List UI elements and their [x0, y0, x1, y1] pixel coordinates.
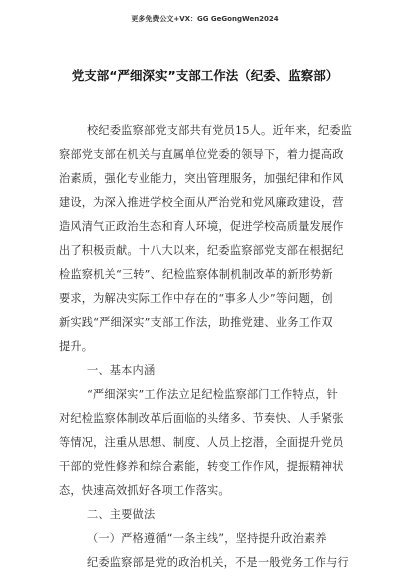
paragraph-line: 治素质，强化专业能力，突出管理服务，加强纪律和作风: [59, 172, 344, 185]
paragraph-line: 建设，为深入推进学校全面从严治党和党风廉政建设，营: [59, 196, 344, 209]
paragraph-line: 造风清气正政治生态和育人环境，促进学校高质量发展作: [59, 220, 344, 233]
paragraph-line: 纪委监察部是党的政治机关，不是一般党务工作与行: [87, 556, 349, 569]
paragraph-line: “严细深实”工作法立足纪检监察部门工作特点，针: [87, 388, 338, 401]
paragraph-line: 等情况，注重从思想、制度、人员上挖潜，全面提升党员: [59, 436, 344, 449]
paragraph-line: 态，快速高效抓好各项工作落实。: [59, 484, 230, 497]
paragraph-line: 检监察机关“三转”、纪检监察体制机制改革的新形势新: [59, 268, 333, 281]
subsection-heading: （一）严格遵循“一条主线”，坚持提升政治素养: [87, 532, 327, 545]
paragraph-line: 干部的党性修养和综合素能，转变工作作风，提振精神状: [59, 460, 344, 473]
section-heading: 二、主要做法: [87, 508, 156, 521]
section-heading: 一、基本内涵: [87, 364, 156, 377]
header-note: 更多免费公文+VX：GG GeGongWen2024: [131, 15, 279, 23]
paragraph-line: 出了积极贡献。十八大以来，纪委监察部党支部在根据纪: [59, 244, 344, 257]
paragraph-line: 提升。: [59, 340, 94, 353]
paragraph-line: 新实践“严细深实”支部工作法，助推党建、业务工作双: [59, 316, 333, 329]
document-title: 党支部“严细深实”支部工作法（纪委、监察部）: [71, 68, 339, 83]
paragraph-line: 察部党支部在机关与直属单位党委的领导下，着力提高政: [59, 148, 344, 161]
paragraph-line: 校纪委监察部党支部共有党员15人。近年来，纪委监: [87, 124, 353, 137]
paragraph-line: 要求，为解决实际工作中存在的“事多人少”等问题，创: [59, 292, 333, 305]
paragraph-line: 对纪检监察体制改革后面临的头绪多、节奏快、人手紧张: [59, 412, 344, 425]
